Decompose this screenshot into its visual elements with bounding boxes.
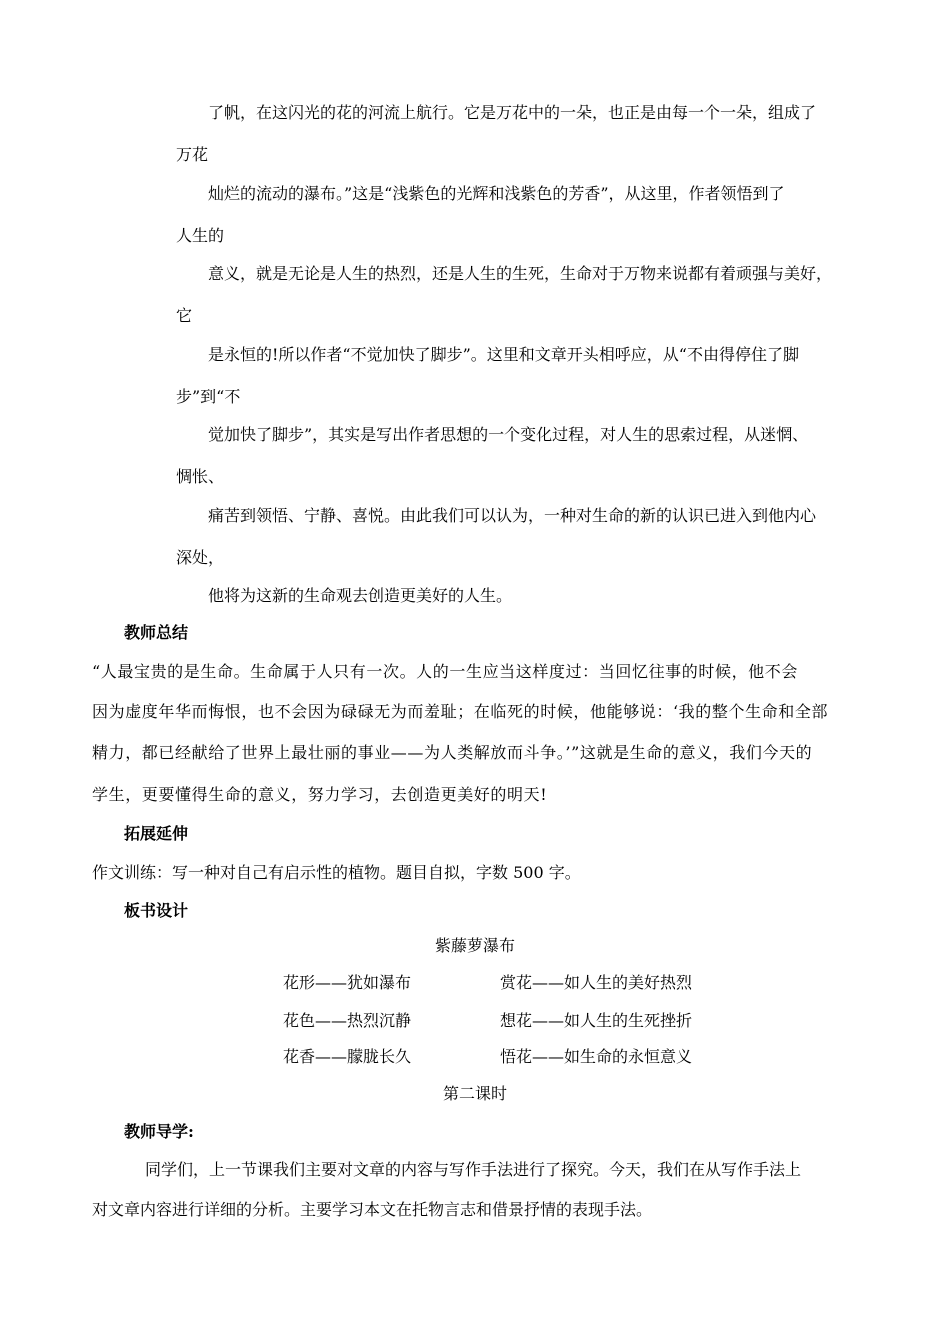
quote-line: 觉加快了脚步”，其实是写出作者思想的一个变化过程，对人生的思索过程，从迷惘、 <box>208 425 809 444</box>
summary-line: “人最宝贵的是生命。生命属于人只有一次。人的一生应当这样度过：当回忆往事的时候，他不会 <box>92 662 798 681</box>
quote-line: 万花 <box>176 145 209 164</box>
board-right-item: 赏花——如人生的美好热烈 <box>500 973 693 992</box>
quote-line: 人生的 <box>176 226 225 245</box>
quote-line: 痛苦到领悟、宁静、喜悦。由此我们可以认为，一种对生命的新的认识已进入到他内心 <box>208 506 817 525</box>
board-title: 紫藤萝瀑布 <box>434 936 515 955</box>
extension-heading: 拓展延伸 <box>124 824 189 843</box>
quote-line: 是永恒的!所以作者“不觉加快了脚步”。这里和文章开头相呼应，从“不由得停住了脚 <box>208 345 799 364</box>
summary-line: 学生，更要懂得生命的意义，努力学习，去创造更美好的明天! <box>92 785 548 804</box>
board-right-item: 想花——如人生的生死挫折 <box>500 1011 693 1030</box>
quote-line: 惆怅、 <box>176 467 225 486</box>
lesson2-line: 对文章内容进行详细的分析。主要学习本文在托物言志和借景抒情的表现手法。 <box>92 1200 653 1219</box>
quote-line: 它 <box>176 306 193 325</box>
lesson2-line: 同学们，上一节课我们主要对文章的内容与写作手法进行了探究。今天，我们在从写作手法上 <box>145 1160 802 1179</box>
board-left-item: 花香——朦胧长久 <box>283 1047 412 1066</box>
summary-line: 因为虚度年华而悔恨，也不会因为碌碌无为而羞耻；在临死的时候，他能够说：‘我的整个生命和全部 <box>92 702 829 721</box>
board-heading: 板书设计 <box>124 901 189 920</box>
quote-line: 意义，就是无论是人生的热烈，还是人生的生死，生命对于万物来说都有着顽强与美好， <box>208 264 833 283</box>
quote-line: 他将为这新的生命观去创造更美好的人生。 <box>208 586 513 605</box>
lesson2-heading: 教师导学: <box>124 1122 194 1141</box>
quote-line: 了帆，在这闪光的花的河流上航行。它是万花中的一朵，也正是由每一个一朵，组成了 <box>208 103 817 122</box>
lesson2-title: 第二课时 <box>442 1084 507 1103</box>
extension-text: 作文训练：写一种对自己有启示性的植物。题目自拟，字数 500 字。 <box>92 863 581 882</box>
board-left-item: 花色——热烈沉静 <box>283 1011 412 1030</box>
summary-line: 精力，都已经献给了世界上最壮丽的事业——为人类解放而斗争。’”这就是生命的意义，我们今天的 <box>92 743 813 762</box>
board-right-item: 悟花——如生命的永恒意义 <box>500 1047 693 1066</box>
quote-line: 步”到“不 <box>176 387 241 406</box>
summary-heading: 教师总结 <box>124 623 189 642</box>
quote-line: 灿烂的流动的瀑布。”这是“浅紫色的光辉和浅紫色的芳香”，从这里，作者领悟到了 <box>208 184 785 203</box>
quote-line: 深处， <box>176 548 225 567</box>
board-left-item: 花形——犹如瀑布 <box>283 973 412 992</box>
